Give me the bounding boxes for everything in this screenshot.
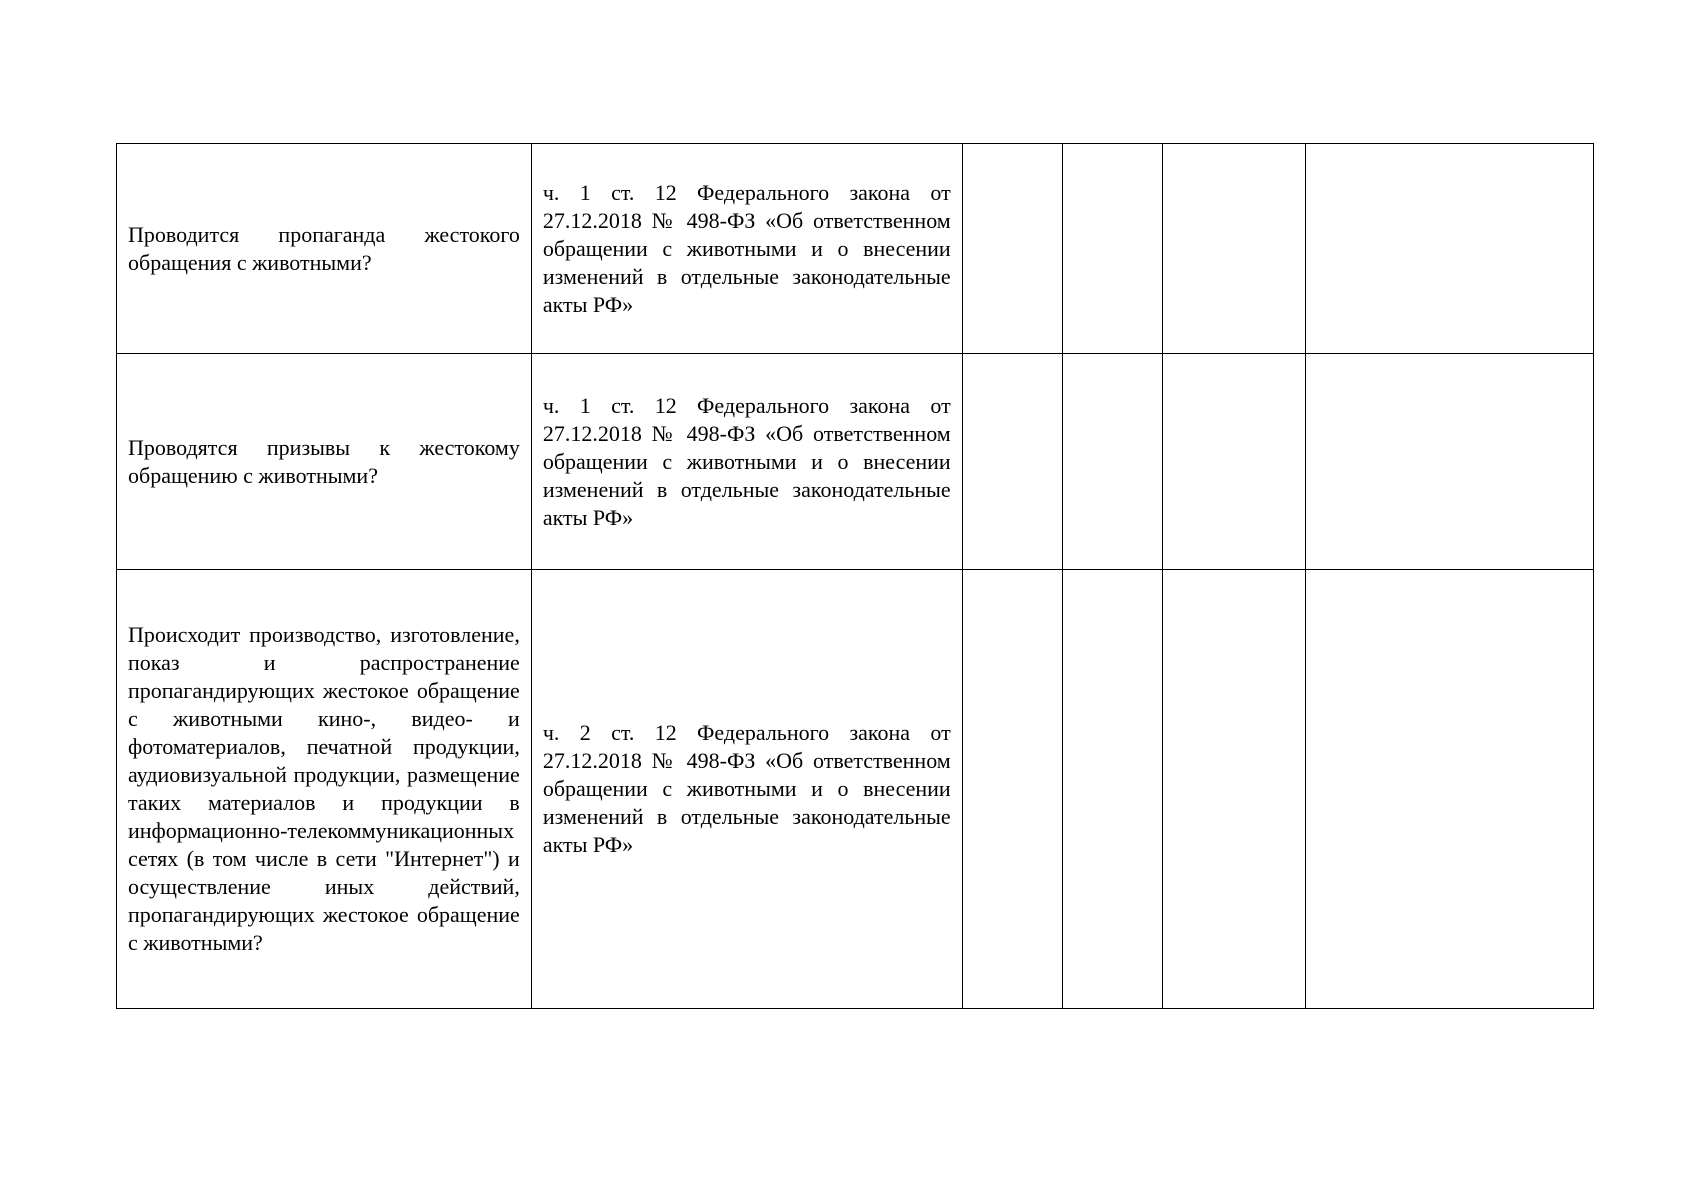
note-cell[interactable]	[1306, 354, 1594, 570]
question-text: Проводится пропаганда жестокого обращения с животными?	[128, 221, 520, 275]
answer-yes-cell[interactable]	[962, 144, 1062, 354]
law-reference-cell	[531, 354, 962, 570]
table-row	[117, 354, 1594, 570]
table-row	[117, 144, 1594, 354]
law-reference-text: ч. 1 ст. 12 Федерального закона от 27.12.2018 № 498-ФЗ «Об ответственном обращении с животными и о внесении изменений в отдельные законодательные акты РФ»	[542, 392, 951, 530]
note-cell[interactable]	[1306, 570, 1594, 1009]
answer-no-cell[interactable]	[1062, 144, 1162, 354]
not-applicable-cell[interactable]	[1163, 354, 1306, 570]
answer-yes-cell[interactable]	[962, 354, 1062, 570]
law-reference-text: ч. 2 ст. 12 Федерального закона от 27.12.2018 № 498-ФЗ «Об ответственном обращении с животными и о внесении изменений в отдельные законодательные акты РФ»	[542, 720, 951, 857]
table-row	[117, 570, 1594, 1009]
question-cell	[117, 570, 532, 1009]
question-cell	[117, 354, 532, 570]
answer-no-cell[interactable]	[1062, 570, 1162, 1009]
document-page	[116, 143, 1594, 1009]
checklist-table	[116, 143, 1594, 1009]
question-text: Происходит производство, изготовление, показ и распространение пропагандирующих жестокое обращение с животными кино-, видео- и фотоматериалов, печатной продукции, аудиовизуальной продукции, размещение таких материалов и продукции в информационно-телекоммуникационных сетях (в том числе в сети "Интернет") и осуществление иных действий, пропагандирующих жестокое обращение с животными?	[128, 622, 520, 955]
answer-no-cell[interactable]	[1062, 354, 1162, 570]
law-reference-text: ч. 1 ст. 12 Федерального закона от 27.12.2018 № 498-ФЗ «Об ответственном обращении с животными и о внесении изменений в отдельные законодательные акты РФ»	[542, 179, 951, 317]
answer-yes-cell[interactable]	[962, 570, 1062, 1009]
question-cell	[117, 144, 532, 354]
not-applicable-cell[interactable]	[1163, 570, 1306, 1009]
not-applicable-cell[interactable]	[1163, 144, 1306, 354]
question-text: Проводятся призывы к жестокому обращению с животными?	[128, 434, 520, 488]
law-reference-cell	[531, 570, 962, 1009]
law-reference-cell	[531, 144, 962, 354]
note-cell[interactable]	[1306, 144, 1594, 354]
